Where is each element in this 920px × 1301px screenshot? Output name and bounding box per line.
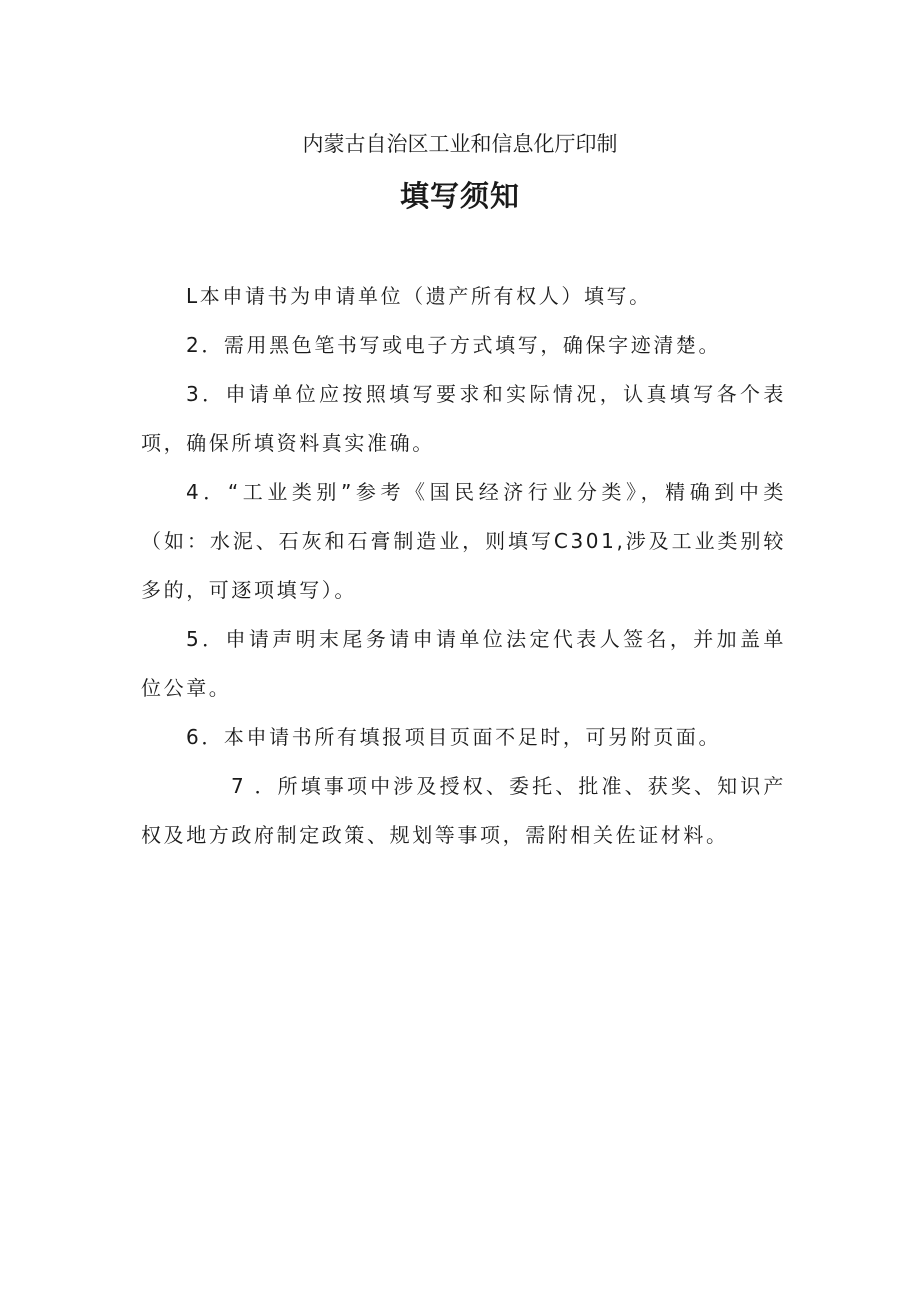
issuer-line: 内蒙古自治区工业和信息化厅印制 (302, 132, 618, 156)
item-number: 2 (186, 333, 202, 357)
item-number: 6 (186, 725, 202, 749)
instruction-item-7 (141, 762, 786, 860)
item-number: L (186, 284, 200, 308)
instruction-item-3 (141, 370, 786, 468)
instructions-list (141, 272, 786, 860)
item-number: 7 (231, 774, 247, 798)
item-number: 5 (186, 627, 202, 651)
instruction-item-1 (141, 272, 786, 321)
instruction-item-2 (141, 321, 786, 370)
item-number: 4 (186, 480, 202, 504)
item-text: ．所填事项中涉及授权、委托、批准、获奖、知识产权及地方政府制定政策、规划等事项，需附相关佐证材料。 (141, 774, 786, 847)
item-text: ．本申请书所有填报项目页面不足时，可另附页面。 (201, 725, 722, 749)
instruction-item-6 (141, 713, 786, 762)
item-text: ．申请单位应按照填写要求和实际情况，认真填写各个表项，确保所填资料真实准确。 (141, 382, 786, 455)
instruction-item-5 (141, 615, 786, 713)
item-text: ．申请声明末尾务请申请单位法定代表人签名，并加盖单位公章。 (141, 627, 786, 700)
item-text: 本申请书为申请单位（遗产所有权人）填写。 (199, 284, 652, 308)
item-number: 3 (186, 382, 202, 406)
page-title: 填写须知 (399, 179, 520, 213)
instruction-item-4 (141, 468, 786, 615)
item-text: ．“工业类别”参考《国民经济行业分类》，精确到中类（如：水泥、石灰和石膏制造业，则填写C301,涉及工业类别较多的，可逐项填写）。 (141, 480, 786, 602)
item-text: ．需用黑色笔书写或电子方式填写，确保字迹清楚。 (201, 333, 722, 357)
